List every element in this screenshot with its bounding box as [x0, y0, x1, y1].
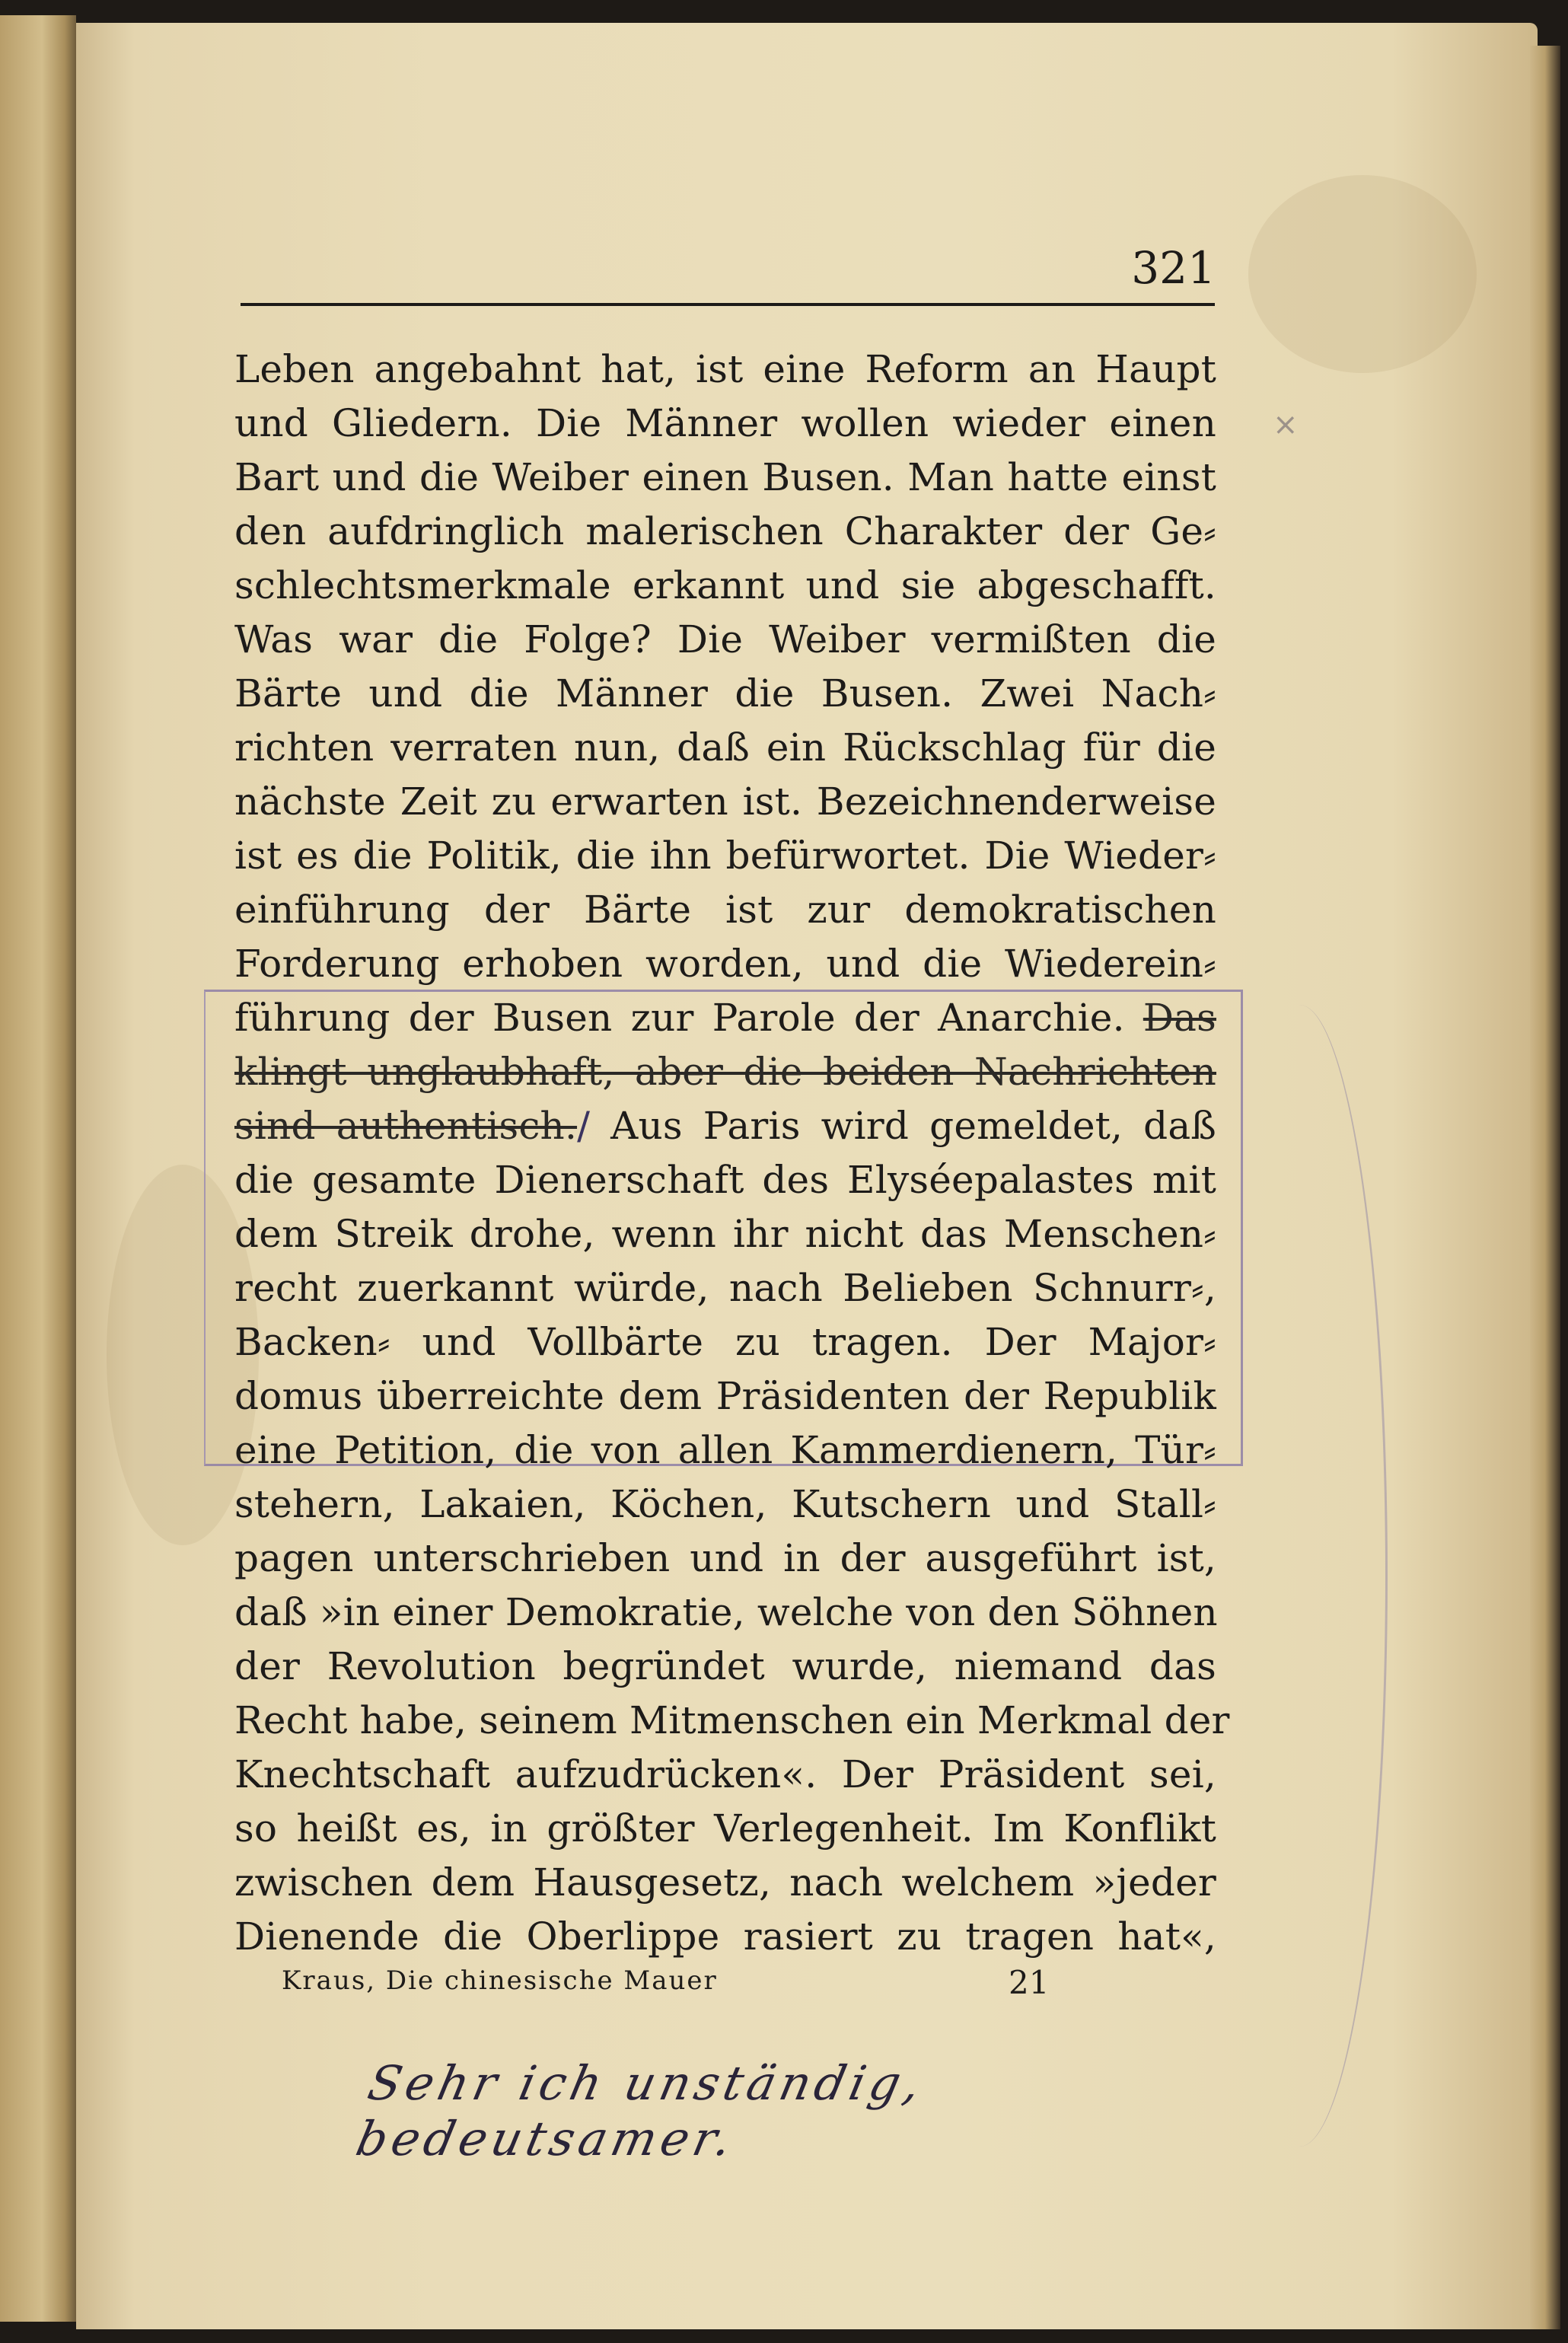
text-line: ist es die Politik, die ihn befürwortet. Die Wieder⸗ — [234, 834, 1216, 878]
struck-line — [234, 1045, 1216, 1099]
text-line: so heißt es, in größter Verlegenheit. Im Konflikt — [234, 1806, 1216, 1850]
text-line: pagen unterschrieben und in der ausgeführt ist, — [234, 1536, 1216, 1580]
struck-text: klingt unglaubhaft, aber die beiden Nachrichten — [234, 1050, 1216, 1094]
text-line: daß »in einer Demokratie, welche von den Söhnen — [234, 1590, 1218, 1634]
text-line: stehern, Lakaien, Köchen, Kutschern und Stall⸗ — [234, 1482, 1216, 1526]
struck-text: sind authentisch. — [234, 1104, 578, 1148]
text-segment: Aus Paris wird gemeldet, daß — [610, 1104, 1217, 1148]
struck-text: Das — [1143, 996, 1216, 1040]
text-line: der Revolution begründet wurde, niemand das — [234, 1644, 1216, 1688]
text-line: Bart und die Weiber einen Busen. Man hatte einst — [234, 455, 1216, 499]
text-line: einführung der Bärte ist zur demokratischen — [234, 888, 1216, 932]
text-line: Recht habe, seinem Mitmenschen ein Merkmal der — [234, 1698, 1230, 1742]
text-line: Leben angebahnt hat, ist eine Reform an Haupt — [234, 347, 1216, 391]
header-rule — [241, 303, 1215, 306]
text-line: Backen⸗ und Vollbärte zu tragen. Der Major⸗ — [234, 1320, 1216, 1364]
text-line: domus überreichte dem Präsidenten der Republik — [234, 1374, 1216, 1418]
text-line: den aufdringlich malerischen Charakter der Ge⸗ — [234, 509, 1216, 553]
signature-mark: 21 — [1009, 1964, 1050, 2001]
text-line: Forderung erhoben worden, und die Wiederein⸗ — [234, 942, 1216, 986]
facing-page-edge — [0, 15, 76, 2322]
text-line: Was war die Folge? Die Weiber vermißten die — [234, 617, 1216, 661]
text-line: eine Petition, die von allen Kammerdienern, Tür⸗ — [234, 1428, 1216, 1472]
page-edge — [1530, 46, 1560, 2329]
text-line-with-strike — [234, 991, 1216, 1045]
text-line: nächste Zeit zu erwarten ist. Bezeichnenderweise — [234, 779, 1216, 824]
page-number: 321 — [1131, 242, 1216, 294]
signature-footer: Kraus, Die chinesische Mauer — [282, 1965, 718, 1996]
text-line: recht zuerkannt würde, nach Belieben Schnurr⸗, — [234, 1266, 1216, 1310]
text-line: schlechtsmerkmale erkannt und sie abgeschafft. — [234, 563, 1216, 607]
text-line: Knechtschaft aufzudrücken«. Der Präsident sei, — [234, 1752, 1216, 1796]
handwritten-note: Sehr ich unständig, bedeutsamer. — [351, 2055, 930, 2166]
text-line-with-strike — [234, 1099, 1216, 1153]
text-line: die gesamte Dienerschaft des Elyséepalastes mit — [234, 1158, 1216, 1202]
text-line: und Gliedern. Die Männer wollen wieder einen — [234, 401, 1216, 445]
text-line: Bärte und die Männer die Busen. Zwei Nach⸗ — [234, 671, 1216, 716]
editor-bracket-mark: / — [577, 1104, 591, 1148]
text-line: zwischen dem Hausgesetz, nach welchem »jeder — [234, 1860, 1216, 1905]
body-text — [234, 343, 1230, 1964]
text-line: dem Streik drohe, wenn ihr nicht das Menschen⸗ — [234, 1212, 1216, 1256]
margin-mark: × — [1273, 407, 1299, 442]
text-segment: führung der Busen zur Parole der Anarchie. — [234, 996, 1125, 1040]
text-line: richten verraten nun, daß ein Rückschlag für die — [234, 725, 1216, 770]
text-line: Dienende die Oberlippe rasiert zu tragen hat«, — [234, 1914, 1216, 1959]
